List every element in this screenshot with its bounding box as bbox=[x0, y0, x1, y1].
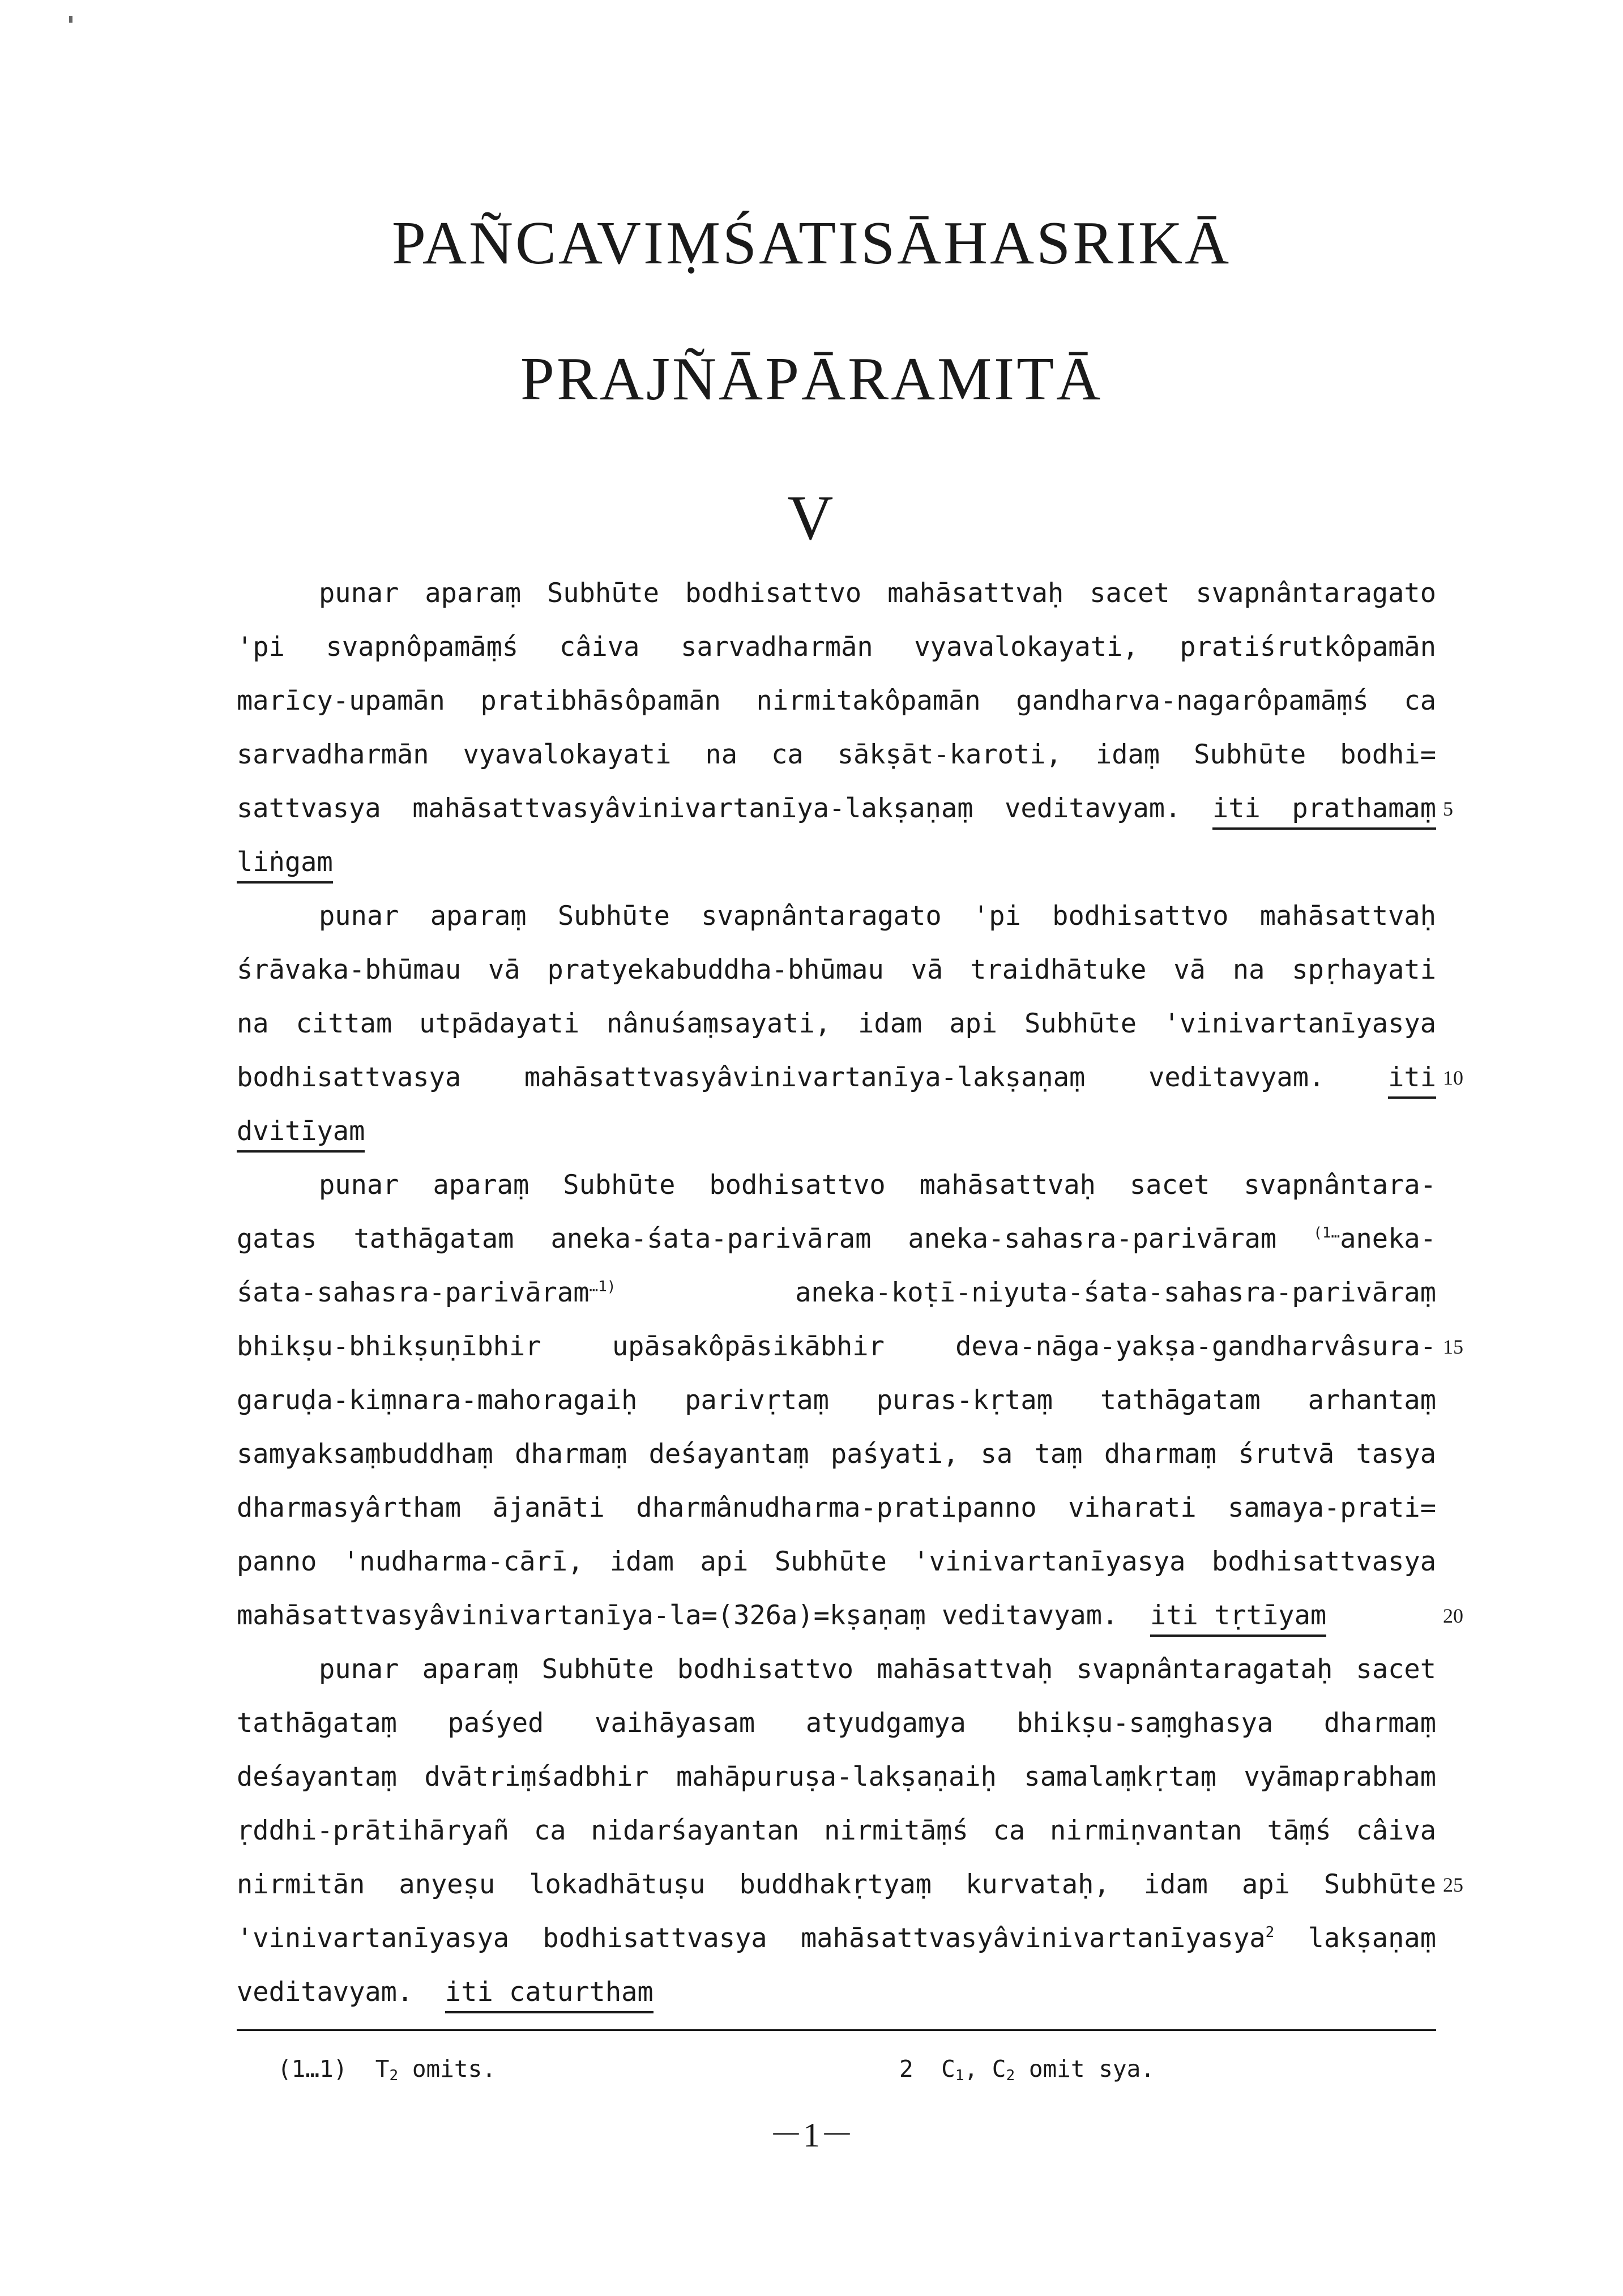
text-line bbox=[237, 1593, 1436, 1638]
title-line-2: PRAJÑĀPĀRAMITĀ bbox=[520, 345, 1103, 413]
text-line bbox=[237, 1109, 1436, 1154]
line-number: 10 bbox=[1443, 1066, 1463, 1089]
text-line: nirmitān anyeṣu lokadhātuṣu buddhakṛtyaṃ kurvataḥ, idam api Subhūte bbox=[237, 1869, 1436, 1900]
text-line: samyaksaṃbuddhaṃ dharmaṃ deśayantaṃ paśyati, sa taṃ dharmaṃ śrutvā tasya bbox=[237, 1439, 1436, 1470]
text-segment: gatas tathāgatam aneka-śata-parivāram aneka-sahasra-parivāram bbox=[237, 1223, 1277, 1254]
text-line: ṛddhi-prātihāryañ ca nidarśayantan nirmitāṃś ca nirmiṇvantan tāṃś câiva bbox=[237, 1815, 1436, 1846]
footnote-ref: (1… bbox=[1313, 1224, 1340, 1241]
underlined-marker: iti tṛtīyam bbox=[1150, 1600, 1326, 1637]
text-line bbox=[237, 1916, 1436, 1961]
text-segment: 'vinivartanīyasya bodhisattvasya mahāsattvasyâvinivartanīyasya$^2$ bbox=[237, 1923, 1275, 1954]
footnote-ref: …1) bbox=[589, 1278, 616, 1295]
text-line: punar aparaṃ Subhūte bodhisattvo mahāsattvaḥ svapnântaragataḥ sacet bbox=[319, 1654, 1436, 1685]
text-line: punar aparaṃ Subhūte bodhisattvo mahāsattvaḥ sacet svapnântara- bbox=[319, 1170, 1436, 1201]
text-segment: lakṣaṇaṃ bbox=[1308, 1923, 1436, 1954]
line-number: 15 bbox=[1443, 1335, 1463, 1358]
text-line bbox=[237, 1055, 1436, 1100]
text-segment: mahāsattvasyâvinivartanīya-la=(326a)=kṣaṇaṃ veditavyam. bbox=[237, 1600, 1118, 1631]
text-line: sarvadharmān vyavalokayati na ca sākṣāt-karoti, idaṃ Subhūte bodhi= bbox=[237, 739, 1436, 770]
text-line bbox=[237, 840, 1436, 885]
text-line: garuḍa-kiṃnara-mahoragaiḥ parivṛtaṃ puras-kṛtaṃ tathāgatam arhantaṃ bbox=[237, 1385, 1436, 1416]
text-segment: aneka-koṭī-niyuta-śata-sahasra-parivāraṃ bbox=[795, 1277, 1436, 1308]
underlined-marker: iti prathamaṃ bbox=[1212, 793, 1436, 830]
underlined-marker: liṅgam bbox=[237, 847, 333, 884]
footnote-ref: 2 bbox=[1265, 1924, 1275, 1941]
text-line: punar aparaṃ Subhūte svapnântaragato 'pi bodhisattvo mahāsattvaḥ bbox=[319, 901, 1436, 932]
text-line: bhikṣu-bhikṣuṇībhir upāsakôpāsikābhir deva-nāga-yakṣa-gandharvâsura- bbox=[237, 1331, 1436, 1362]
text-line bbox=[237, 786, 1436, 831]
footnote-rule bbox=[237, 2029, 1436, 2031]
footnote-1: (1…1) $T_2$ omits. bbox=[277, 2055, 496, 2084]
text-line bbox=[237, 1970, 1436, 2015]
line-number: 25 bbox=[1443, 1873, 1463, 1896]
variant-marker-start: $^{(1\dots}$aneka- bbox=[1313, 1223, 1436, 1254]
text-line: panno 'nudharma-cārī, idam api Subhūte 'vinivartanīyasya bodhisattvasya bbox=[237, 1546, 1436, 1577]
line-number: 20 bbox=[1443, 1604, 1463, 1627]
text-line: deśayantaṃ dvātriṃśadbhir mahāpuruṣa-lakṣaṇaiḥ samalaṃkṛtaṃ vyāmaprabham bbox=[237, 1761, 1436, 1793]
text-line bbox=[237, 1270, 1436, 1316]
text-line: na cittam utpādayati nânuśaṃsayati, idam api Subhūte 'vinivartanīyasya bbox=[237, 1008, 1436, 1039]
footnote-2: 2 $C_1$, $C_2$ omit sya. bbox=[899, 2055, 1155, 2084]
text-segment: bodhisattvasya mahāsattvasyâvinivartanīya-lakṣaṇaṃ veditavyam. bbox=[237, 1062, 1325, 1093]
page-number: －1－ bbox=[769, 2116, 854, 2154]
underlined-marker: iti bbox=[1388, 1062, 1436, 1099]
text-line: punar aparaṃ Subhūte bodhisattvo mahāsattvaḥ sacet svapnântaragato bbox=[319, 578, 1436, 609]
line-number: 5 bbox=[1443, 797, 1453, 820]
text-segment: veditavyam. bbox=[237, 1977, 413, 2008]
variant-marker-end: śata-sahasra-parivāram$^{\dots 1)}$ bbox=[237, 1277, 616, 1308]
text-line: dharmasyârtham ājanāti dharmânudharma-pratipanno viharati samaya-prati= bbox=[237, 1492, 1436, 1523]
text-line bbox=[237, 1217, 1436, 1262]
title-line-1: PAÑCAVIṂŚATISĀHASRIKĀ bbox=[391, 210, 1232, 277]
text-line: tathāgataṃ paśyed vaihāyasam atyudgamya bhikṣu-saṃghasya dharmaṃ bbox=[237, 1708, 1436, 1739]
text-line: marīcy-upamān pratibhāsôpamān nirmitakôpamān gandharva-nagarôpamāṃś ca bbox=[237, 685, 1436, 716]
text-segment: sattvasya mahāsattvasyâvinivartanīya-lakṣaṇaṃ veditavyam. bbox=[237, 793, 1181, 824]
underlined-marker: iti caturtham bbox=[445, 1977, 654, 2013]
underlined-marker: dvitīyam bbox=[237, 1116, 365, 1153]
chapter-number: V bbox=[787, 483, 836, 553]
text-line: śrāvaka-bhūmau vā pratyekabuddha-bhūmau vā traidhātuke vā na spṛhayati bbox=[237, 954, 1436, 985]
scan-speck bbox=[69, 16, 72, 23]
text-line: 'pi svapnôpamāṃś câiva sarvadharmān vyavalokayati, pratiśrutkôpamān bbox=[237, 631, 1436, 663]
